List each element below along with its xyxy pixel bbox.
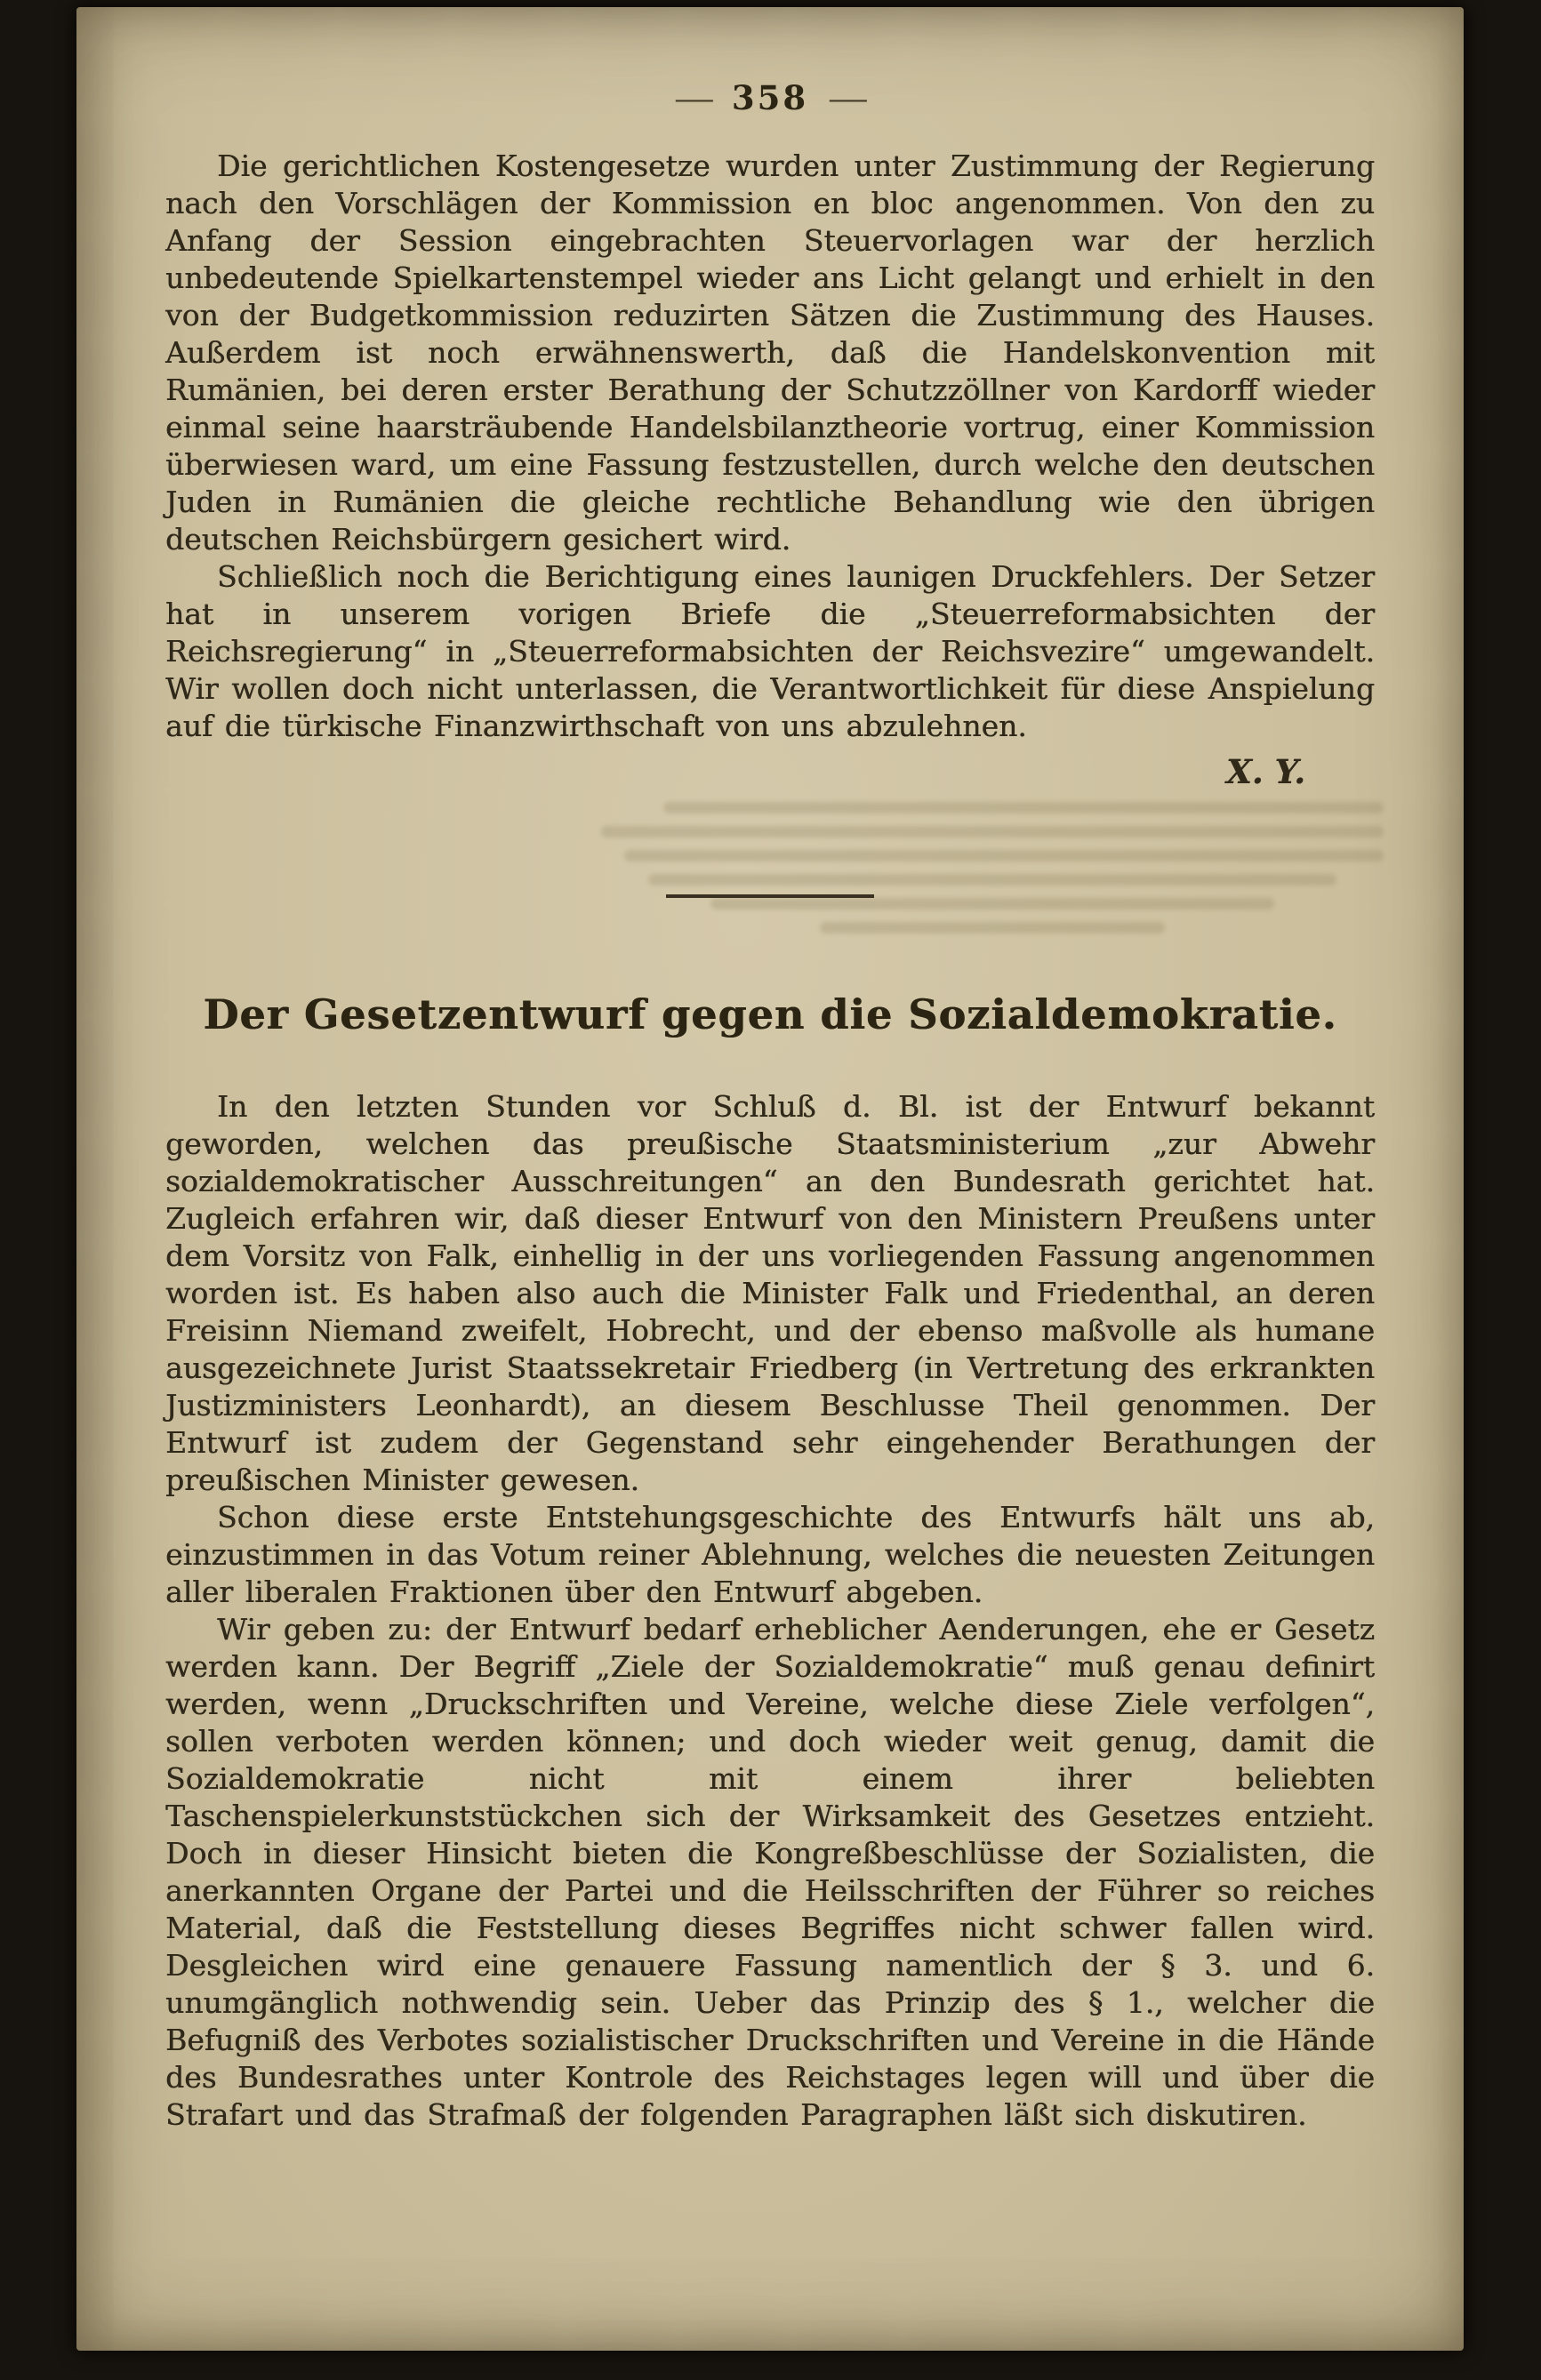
page-number: 358	[731, 78, 809, 117]
page-number-dash-left: —	[673, 80, 713, 116]
book-page	[76, 7, 1464, 2351]
paragraph: In den letzten Stunden vor Schluß d. Bl. ist der Entwurf bekannt geworden, welchen das preußische Staatsministerium „zur Abwehr sozialdemokratischer Ausschreitungen“ an den Bundesrath gerichtet hat. Zugleich erfahren wir, daß dieser Entwurf von den Ministern Preußens unter dem Vorsitz von Falk, einhellig in der uns vorliegenden Fassung angenommen worden ist. Es haben also auch die Minister Falk und Friedenthal, an deren Freisinn Niemand zweifelt, Hobrecht, und der ebenso maßvolle als humane ausgezeichnete Jurist Staatssekretair Friedberg (in Vertretung des erkrankten Justizministers Leonhardt), an diesem Beschlusse Theil genommen. Der Entwurf ist zudem der Gegenstand sehr eingehender Berathungen der preußischen Minister gewesen.	[165, 1089, 1375, 1497]
page-number-dash-right: —	[827, 80, 867, 116]
page-content	[76, 7, 1464, 2134]
article-body	[165, 1088, 1375, 2134]
paragraph: Wir geben zu: der Entwurf bedarf erheblicher Aenderungen, ehe er Gesetz werden kann. Der Begriff „Ziele der Sozialdemokratie“ muß genau definirt werden, wenn „Druckschriften und Vereine, welche diese Ziele verfolgen“, sollen verboten werden können; und doch wieder weit genug, damit die Sozialdemokratie nicht mit einem ihrer beliebten Taschenspielerkunststückchen sich der Wirksamkeit des Gesetzes entzieht. Doch in dieser Hinsicht bieten die Kongreßbeschlüsse der Sozialisten, die anerkannten Organe der Partei und die Heilsschriften der Führer so reiches Material, daß die Feststellung dieses Begriffes nicht schwer fallen wird. Desgleichen wird eine genauere Fassung namentlich der § 3. und 6. unumgänglich nothwendig sein. Ueber das Prinzip des § 1., welcher die Befugniß des Verbotes sozialistischer Druckschriften und Vereine in die Hände des Bundesrathes unter Kontrole des Reichstages legen will und über die Strafart und das Strafmaß der folgenden Paragraphen läßt sich diskutiren.	[165, 1612, 1375, 2132]
closing-article	[165, 148, 1375, 791]
page-header	[165, 78, 1375, 117]
article-title: Der Gesetzentwurf gegen die Sozialdemokratie.	[203, 990, 1337, 1038]
paragraph: Schließlich noch die Berichtigung eines launigen Druckfehlers. Der Setzer hat in unserem vorigen Briefe die „Steuerreformabsichten der Reichsregierung“ in „Steuerreformabsichten der Reichsvezire“ umgewandelt. Wir wollen doch nicht unterlassen, die Verantwortlichkeit für diese Anspielung auf die türkische Finanzwirthschaft von uns abzulehnen.	[165, 559, 1375, 743]
paragraph: Schon diese erste Entstehungsgeschichte des Entwurfs hält uns ab, einzustimmen in das Votum reiner Ablehnung, welches die neuesten Zeitungen aller liberalen Fraktionen über den Entwurf abgeben.	[165, 1500, 1375, 1609]
author-initials: X. Y.	[1226, 752, 1305, 791]
section-divider	[666, 894, 874, 898]
paragraph: Die gerichtlichen Kostengesetze wurden unter Zustimmung der Regierung nach den Vorschlägen der Kommission en bloc angenommen. Von den zu Anfang der Session eingebrachten Steuervorlagen war der herzlich unbedeutende Spielkartenstempel wieder ans Licht gelangt und erhielt in den von der Budgetkommission reduzirten Sätzen die Zustimmung des Hauses. Außerdem ist noch erwähnenswerth, daß die Handelskonvention mit Rumänien, bei deren erster Berathung der Schutzzöllner von Kardorff wieder einmal seine haarsträubende Handelsbilanztheorie vortrug, einer Kommission überwiesen ward, um eine Fassung festzustellen, durch welche den deutschen Juden in Rumänien die gleiche rechtliche Behandlung wie den übrigen deutschen Reichsbürgern gesichert wird.	[165, 148, 1375, 557]
